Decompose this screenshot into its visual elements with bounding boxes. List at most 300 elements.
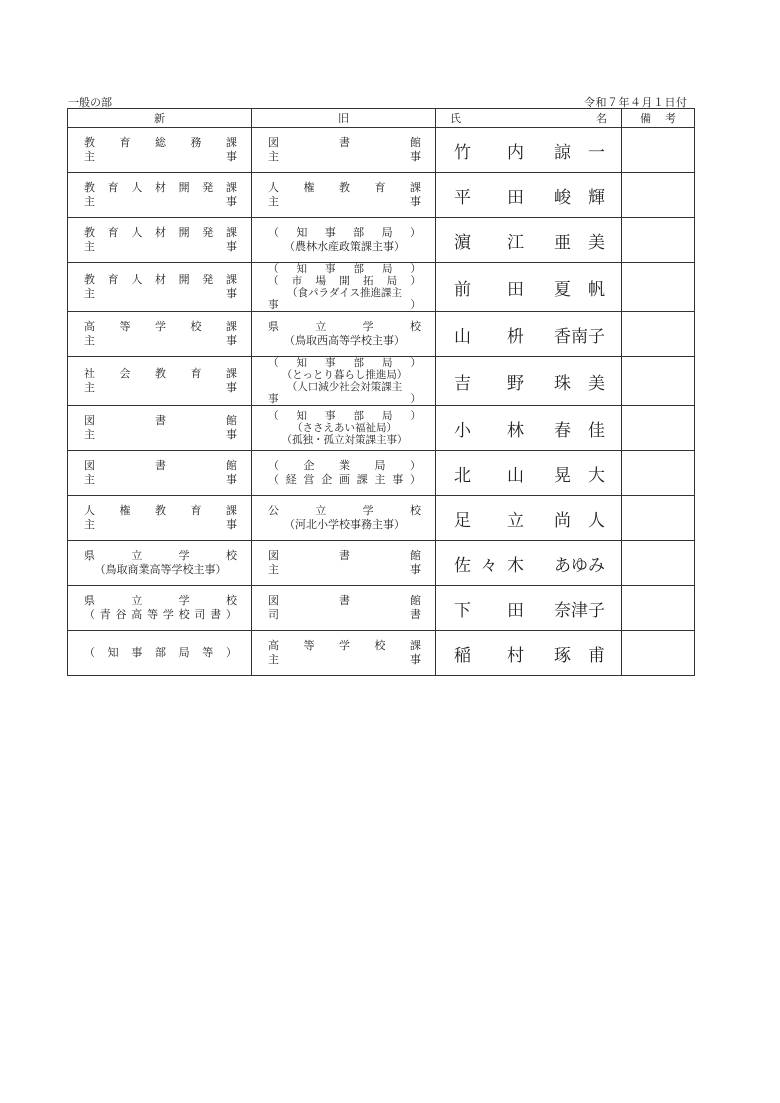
text-char: 主 [268,195,279,208]
text-char: 教 [339,181,350,194]
position-line [268,393,421,405]
text-char: 課 [226,504,237,517]
text-char: 課 [226,320,237,333]
position-text [252,181,435,209]
text-char: （鳥取商業高等学校主事） [94,563,227,576]
table-row [68,631,695,676]
position-line [84,381,237,395]
new-position-cell [68,312,252,357]
text-char: 等 [119,320,131,333]
name-char: 佳 [588,420,605,441]
text-char: 学 [162,608,174,621]
position-text [68,320,251,348]
text-char: 課 [410,181,421,194]
person-name [436,322,621,347]
position-line [268,369,421,381]
name-char: 人 [588,510,605,531]
text-char: 育 [107,273,119,286]
text-char: 主 [268,150,279,163]
text-char: 開 [339,275,350,287]
given-name [554,138,605,163]
table-row [68,128,695,173]
name-cell [436,496,622,541]
table-row [68,312,695,357]
name-char: 江 [507,232,524,253]
text-char: （農林水産政策課主事） [284,240,405,253]
text-char: 書 [210,608,222,621]
name-char: 美 [588,232,605,253]
position-text [68,226,251,254]
name-char: 竹 [454,142,471,163]
text-char: 校 [374,639,386,652]
name-char: 奈 [554,600,571,621]
name-cell [436,586,622,631]
name-cell [436,406,622,451]
note-cell [622,173,695,218]
text-char: 人 [131,181,143,194]
text-char: 企 [321,473,333,486]
position-text [68,549,251,577]
position-line [84,473,237,487]
header-name: 氏 名 [436,109,622,128]
section-label: 一般の部 [68,96,112,109]
position-line [84,136,237,150]
text-char: （人口減少社会対策課主 [286,381,403,393]
position-text [68,594,251,622]
name-char: 琢 [554,645,571,666]
name-char: 亜 [554,232,571,253]
text-char: 事 [226,381,237,394]
new-position-cell [68,451,252,496]
text-char: 館 [410,136,421,149]
text-char: 部 [154,646,166,659]
name-cell [436,263,622,312]
position-line [84,459,237,473]
position-line [84,334,237,348]
text-char: （ささえあい福祉局） [292,422,397,434]
position-text [252,226,435,254]
text-char: 事 [410,653,421,666]
text-char: 経 [285,473,297,486]
given-name [554,275,605,300]
old-position-cell [252,263,436,312]
text-char: 務 [190,136,202,149]
text-char: 谷 [115,608,127,621]
position-line [84,414,237,428]
position-text [68,273,251,301]
position-line [268,136,421,150]
text-char: 館 [410,594,421,607]
note-cell [622,496,695,541]
position-line [84,646,237,660]
note-cell [622,218,695,263]
text-char: 局 [386,275,398,287]
text-char: 課 [225,226,237,239]
text-char: 高 [84,320,95,333]
position-line [84,150,237,164]
text-char: 教 [84,226,95,239]
position-text [252,594,435,622]
text-char: 育 [190,504,202,517]
text-char: 学 [362,320,374,333]
position-line [84,320,237,334]
text-char: 立 [315,504,327,517]
text-char: 事 [268,299,279,311]
given-name [554,183,605,208]
text-char: ） [410,393,421,405]
text-char: 公 [268,504,279,517]
header-new: 新 [68,109,252,128]
person-name [436,596,621,621]
surname [454,641,524,666]
text-char: 人 [131,273,143,286]
position-text [68,367,251,395]
name-cell [436,451,622,496]
position-line [268,473,421,487]
position-line [268,357,421,369]
position-text [68,181,251,209]
text-char: 開 [178,181,190,194]
name-char: あ [554,555,571,576]
position-line [84,504,237,518]
new-position-cell [68,128,252,173]
header-row [68,109,695,128]
text-char: 教 [84,273,95,286]
text-char: 立 [131,549,143,562]
name-char: 足 [454,510,471,531]
position-text [252,459,435,487]
position-line [268,594,421,608]
text-char: 校 [409,320,421,333]
text-char: ） [410,410,421,422]
text-char: 館 [226,459,237,472]
name-char: み [588,555,605,576]
text-char: 課 [226,367,237,380]
surname [454,461,524,486]
new-position-cell [68,496,252,541]
text-char: 主 [374,473,386,486]
text-char: 局 [382,263,393,275]
note-cell [622,631,695,676]
text-char: （ [268,459,279,472]
text-char: 育 [190,367,202,380]
text-char: 育 [107,181,119,194]
position-text [252,263,435,311]
name-char: 濵 [454,232,471,253]
text-char: 学 [362,504,374,517]
text-char: 知 [296,357,307,369]
text-char: ） [410,299,421,311]
person-name [436,551,621,576]
position-line [268,608,421,622]
position-line [84,240,237,254]
text-char: 図 [84,459,95,472]
text-char: 市 [291,275,303,287]
text-char: 立 [315,320,327,333]
text-char: 校 [225,594,237,607]
name-char: 諒 [554,142,571,163]
given-name [554,416,605,441]
text-char: 企 [303,459,315,472]
text-char: 高 [268,639,279,652]
position-line [268,422,421,434]
table-row [68,173,695,218]
old-position-cell [252,586,436,631]
position-line [268,299,421,311]
new-position-cell [68,263,252,312]
text-char: 業 [339,459,350,472]
text-char: 主 [84,240,95,253]
given-name [554,228,605,253]
table-row [68,218,695,263]
text-char: 事 [226,518,237,531]
name-char: 南 [571,326,588,347]
text-char: 主 [84,518,95,531]
name-char: 帆 [588,279,605,300]
surname [454,275,524,300]
text-char: 校 [190,320,202,333]
table-row [68,406,695,451]
text-char: 発 [202,181,214,194]
old-position-cell [252,541,436,586]
text-char: 総 [155,136,166,149]
name-char: 香 [554,326,571,347]
text-char: 図 [84,414,95,427]
text-char: 材 [154,273,166,286]
name-char: 々 [480,555,498,576]
position-text [68,504,251,532]
text-char: 局 [178,646,190,659]
name-char: 吉 [454,373,471,394]
text-char: ） [225,646,237,659]
old-position-cell [252,451,436,496]
text-char: （ [268,263,279,275]
name-char: 甫 [588,645,605,666]
text-char: 課 [225,273,237,286]
text-char: 県 [84,594,95,607]
text-char: 人 [268,181,279,194]
position-line [268,504,421,518]
text-char: 事 [325,263,336,275]
text-char: 書 [155,459,166,472]
text-char: 局 [374,459,386,472]
text-char: 学 [155,320,166,333]
text-char: 事 [325,410,336,422]
position-text [68,414,251,442]
name-char: 佐 [454,555,471,576]
text-char: ） [410,263,421,275]
position-line [84,549,237,563]
position-line [84,226,237,240]
text-char: 事 [268,393,279,405]
person-name [436,228,621,253]
text-char: 人 [131,226,143,239]
old-position-cell [252,406,436,451]
text-char: 事 [226,287,237,300]
text-char: 局 [382,410,393,422]
given-name [554,461,605,486]
text-char: 課 [356,473,368,486]
name-cell [436,218,622,263]
person-name [436,416,621,441]
text-char: 開 [178,273,190,286]
position-line [268,334,421,348]
text-char: 校 [409,504,421,517]
new-position-cell [68,218,252,263]
position-line [84,273,237,287]
text-char: 事 [410,563,421,576]
position-line [84,428,237,442]
given-name [554,322,605,347]
text-char: 等 [303,639,315,652]
text-char: 主 [268,653,279,666]
text-char: （ [268,410,279,422]
note-cell [622,406,695,451]
surname [454,596,524,621]
text-char: 知 [296,410,307,422]
name-char: 子 [588,326,605,347]
position-text [252,320,435,348]
text-char: ） [410,459,421,472]
text-char: 事 [324,226,336,239]
text-char: 課 [225,181,237,194]
text-char: 図 [268,136,279,149]
name-char: 美 [588,373,605,394]
text-char: 育 [119,136,131,149]
position-line [268,287,421,299]
text-char: 事 [226,150,237,163]
name-char: 一 [588,142,605,163]
position-line [84,367,237,381]
name-char: 立 [507,510,524,531]
person-name [436,275,621,300]
old-position-cell [252,496,436,541]
text-char: 人 [84,504,95,517]
position-line [268,320,421,334]
new-position-cell [68,173,252,218]
name-char: 前 [454,279,471,300]
name-char: 輝 [588,187,605,208]
text-char: 事 [410,195,421,208]
position-text [68,136,251,164]
position-line [268,240,421,254]
name-char: 林 [507,420,524,441]
text-char: 図 [268,594,279,607]
note-cell [622,312,695,357]
text-char: 材 [154,181,166,194]
name-char: 津 [571,600,588,621]
note-cell [622,586,695,631]
position-line [268,563,421,577]
text-char: 課 [226,136,237,149]
surname [454,506,524,531]
new-position-cell [68,631,252,676]
text-char: 館 [226,414,237,427]
text-char: 学 [339,639,350,652]
position-line [84,195,237,209]
header-note: 備 考 [622,109,695,128]
text-char: 部 [353,226,365,239]
name-char: 山 [507,465,524,486]
text-char: 育 [107,226,119,239]
text-char: 県 [268,320,279,333]
text-char: 主 [84,473,95,486]
text-char: 県 [84,549,95,562]
name-char: 田 [507,600,524,621]
position-line [268,181,421,195]
name-char: 大 [588,465,605,486]
personnel-table [67,108,695,676]
name-char: 枡 [507,326,524,347]
text-char: 事 [325,357,336,369]
position-line [268,410,421,422]
text-char: 書 [410,608,421,621]
person-name [436,369,621,394]
note-cell [622,451,695,496]
name-char: 夏 [554,279,571,300]
person-name [436,183,621,208]
given-name [554,506,605,531]
old-position-cell [252,312,436,357]
effective-date: 令和７年４月１日付 [584,96,688,109]
position-line [84,594,237,608]
name-cell [436,312,622,357]
text-char: 事 [226,195,237,208]
name-char: 春 [554,420,571,441]
name-cell [436,631,622,676]
text-char: ） [410,357,421,369]
name-char: 稲 [454,645,471,666]
surname [454,551,524,576]
text-char: 司 [194,608,206,621]
note-cell [622,128,695,173]
position-line [268,263,421,275]
text-char: 事 [392,473,404,486]
text-char: （河北小学校事務主事） [284,518,405,531]
position-text [252,549,435,577]
text-char: 権 [303,181,315,194]
given-name [554,551,605,576]
text-char: 事 [226,428,237,441]
new-position-cell [68,586,252,631]
text-char: 等 [147,608,159,621]
position-line [268,639,421,653]
text-char: 主 [84,381,95,394]
text-char: 部 [353,263,364,275]
position-text [252,639,435,667]
person-name [436,138,621,163]
person-name [436,641,621,666]
note-cell [622,357,695,406]
position-line [268,549,421,563]
name-char: 下 [454,600,471,621]
name-char: 内 [507,142,524,163]
position-line [84,287,237,301]
old-position-cell [252,128,436,173]
name-char: 晃 [554,465,571,486]
text-char: 主 [84,150,95,163]
text-char: 主 [84,334,95,347]
text-char: 局 [381,226,393,239]
text-char: 立 [131,594,143,607]
text-char: 部 [353,357,364,369]
surname [454,416,524,441]
table-row [68,263,695,312]
text-char: （孤独・孤立対策課主事） [281,434,408,446]
header-old: 旧 [252,109,436,128]
name-char: 木 [507,555,524,576]
text-char: （ [268,357,279,369]
